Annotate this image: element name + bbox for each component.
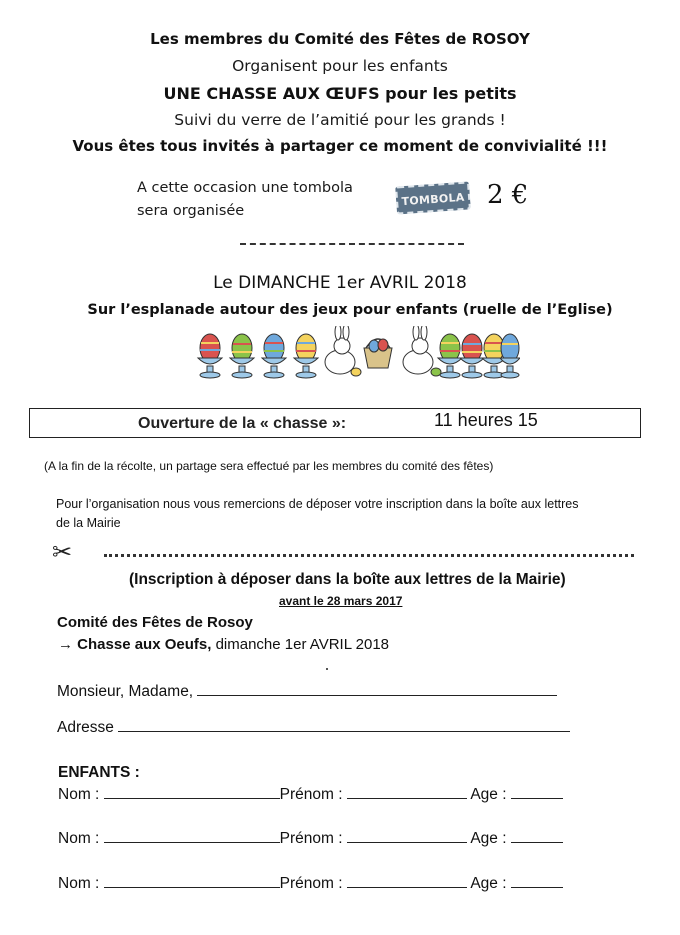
- child-prenom-label: Prénom :: [279, 786, 343, 803]
- tombola-text-2: sera organisée: [137, 203, 245, 219]
- child-nom-label: Nom :: [58, 875, 100, 892]
- form-event-line: [58, 636, 389, 653]
- header-line-1: Les membres du Comité des Fêtes de ROSOY: [150, 30, 530, 48]
- child-age-field[interactable]: [511, 784, 563, 799]
- egg-cup-icon: [294, 334, 318, 378]
- header-line-2: Organisent pour les enfants: [232, 57, 448, 75]
- egg-cup-icon: [438, 334, 462, 378]
- child-prenom-field[interactable]: [347, 873, 467, 888]
- name-field[interactable]: [197, 681, 557, 696]
- separator-line: [240, 243, 464, 245]
- tombola-text-1: A cette occasion une tombola: [137, 180, 353, 196]
- sharing-note: (A la fin de la récolte, un partage sera effectué par les membres du comité des fêtes): [44, 459, 494, 473]
- children-label: ENFANTS :: [58, 764, 140, 781]
- address-row: [57, 717, 570, 737]
- egg-cup-icon: [198, 334, 222, 378]
- child-prenom-field[interactable]: [347, 784, 467, 799]
- form-title: (Inscription à déposer dans la boîte aux lettres de la Mairie): [129, 571, 566, 588]
- child-row: [58, 873, 563, 893]
- address-label: Adresse: [57, 719, 114, 736]
- tombola-ticket-icon: TOMBOLA: [395, 181, 471, 214]
- form-deadline: avant le 28 mars 2017: [279, 594, 403, 608]
- address-field[interactable]: [118, 717, 570, 732]
- bunny-icon: [403, 326, 441, 376]
- child-age-label: Age :: [470, 830, 507, 847]
- stray-dot: [326, 668, 328, 670]
- name-row: [57, 681, 557, 701]
- opening-time: 11 heures 15: [434, 410, 538, 430]
- event-place: Sur l’esplanade autour des jeux pour enfants (ruelle de l’Eglise): [87, 302, 613, 318]
- deposit-note-1: Pour l’organisation nous vous remercions de déposer votre inscription dans la boîte aux lettres: [56, 497, 579, 511]
- form-event-date: dimanche 1er AVRIL 2018: [215, 636, 390, 653]
- basket-icon: [364, 339, 392, 368]
- opening-label: Ouverture de la « chasse »:: [138, 415, 347, 432]
- header-line-5: Vous êtes tous invités à partager ce moment de convivialité !!!: [72, 137, 608, 155]
- deposit-note-2: de la Mairie: [56, 516, 121, 530]
- child-prenom-label: Prénom :: [279, 875, 343, 892]
- easter-illustration: [190, 326, 520, 384]
- child-prenom-field[interactable]: [347, 828, 467, 843]
- child-age-label: Age :: [470, 875, 507, 892]
- egg-cup-icon: [230, 334, 254, 378]
- egg-cup-icon: [500, 334, 520, 378]
- child-nom-field[interactable]: [104, 828, 280, 843]
- child-prenom-label: Prénom :: [279, 830, 343, 847]
- egg-cup-icon: [262, 334, 286, 378]
- tombola-price: 2 €: [487, 180, 529, 210]
- child-age-field[interactable]: [511, 873, 563, 888]
- child-nom-field[interactable]: [104, 873, 280, 888]
- child-nom-label: Nom :: [58, 830, 100, 847]
- form-event-name: Chasse aux Oeufs,: [77, 636, 212, 653]
- header-line-4: Suivi du verre de l’amitié pour les grands !: [174, 111, 506, 129]
- child-age-field[interactable]: [511, 828, 563, 843]
- cut-line: [104, 554, 634, 557]
- form-org: Comité des Fêtes de Rosoy: [57, 614, 253, 631]
- arrow-icon: →: [58, 636, 73, 653]
- bunny-icon: [325, 326, 361, 376]
- child-nom-label: Nom :: [58, 786, 100, 803]
- child-row: [58, 784, 563, 804]
- child-nom-field[interactable]: [104, 784, 280, 799]
- name-label: Monsieur, Madame,: [57, 683, 194, 700]
- child-age-label: Age :: [470, 786, 507, 803]
- scissors-icon: ✂: [52, 538, 73, 566]
- child-row: [58, 828, 563, 848]
- event-date: Le DIMANCHE 1er AVRIL 2018: [213, 273, 467, 293]
- header-line-3: UNE CHASSE AUX ŒUFS pour les petits: [163, 84, 517, 103]
- egg-cup-icon: [460, 334, 484, 378]
